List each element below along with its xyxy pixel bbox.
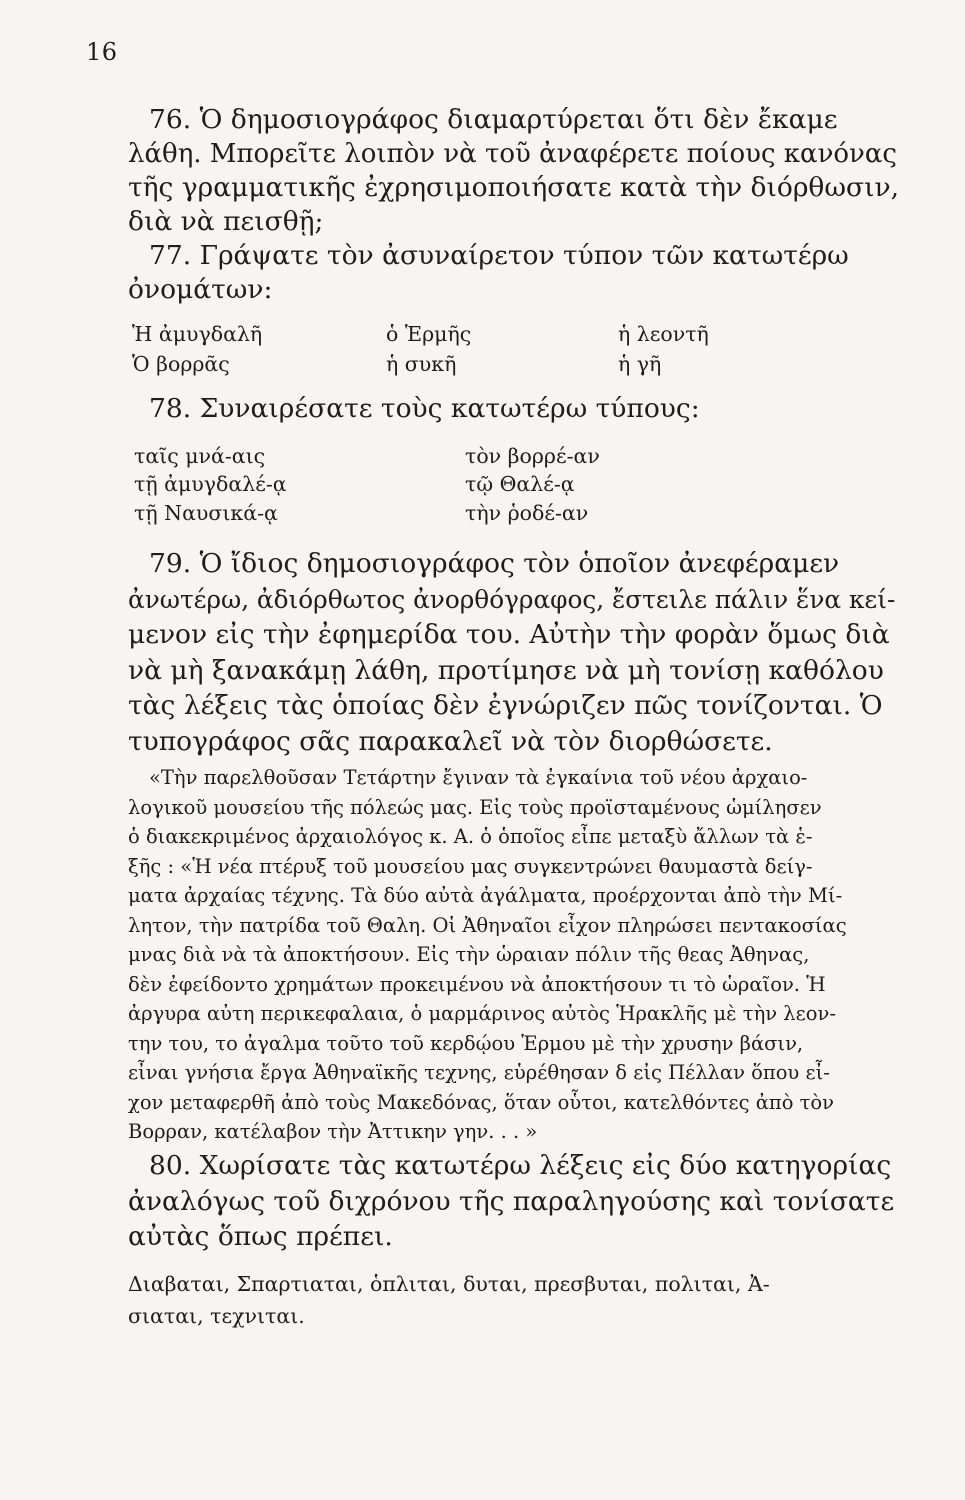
text-line: τῆς γραμματικῆς ἐχρησιμοποιήσατε κατὰ τὴν διόρθωσιν,: [128, 172, 899, 203]
quote-line: λητον, τὴν πατρίδα τοῦ Θαλη. Οἱ Ἀθηναῖοι εἶχον πληρώσει πεντακοσίας: [128, 913, 847, 937]
text-line: 78. Συναιρέσατε τοὺς κατωτέρω τύπους:: [149, 393, 700, 424]
word-line: Διαβαται, Σπαρτιαται, ὁπλιται, δυται, πρεσβυται, πολιται, Ἀ-: [128, 1272, 770, 1296]
word-cell: ἡ λεοντῆ: [618, 322, 709, 346]
text-line: νὰ μὴ ξανακάμῃ λάθη, προτίμησε νὰ μὴ τονίσῃ καθόλου: [128, 654, 884, 686]
page-number: 16: [86, 38, 118, 66]
text-line: τὰς λέξεις τὰς ὁποίας δὲν ἐγνώριζεν πῶς τονίζονται. Ὁ: [128, 690, 883, 721]
quote-line: ἀργυρα αὐτη περικεφαλαια, ὁ μαρμάρινος αὐτὸς Ἡρακλῆς μὲ τὴν λεον-: [128, 1002, 836, 1025]
text-line: ὀνομάτων:: [128, 274, 273, 305]
exercise-80-words: [128, 1268, 900, 1332]
quote-line: λογικοῦ μουσείου τῆς πόλεώς μας. Εἰς τοὺς προϊσταμένους ὡμίλησεν: [128, 795, 822, 819]
word-line: σιαται, τεχνιται.: [128, 1304, 305, 1328]
text-line: 76. Ὁ δημοσιογράφος διαμαρτύρεται ὅτι δὲν ἔκαμε: [149, 104, 838, 135]
quote-line: «Τὴν παρελθοῦσαν Τετάρτην ἔγιναν τὰ ἐγκαίνια τοῦ νέου ἀρχαιο-: [149, 766, 808, 789]
form-cell: ταῖς μνά-αις: [134, 444, 266, 468]
text-line: διὰ νὰ πεισθῇ;: [128, 206, 324, 237]
text-line: 79. Ὁ ἴδιος δημοσιογράφος τὸν ὁποῖον ἀνεφέραμεν: [149, 548, 840, 579]
exercise-79: [128, 546, 900, 759]
quote-line: εἶναι γνήσια ἔργα Ἀθηναϊκῆς τεχνης, εὑρέθησαν δ εἰς Πέλλαν ὅπου εἶ-: [128, 1061, 830, 1084]
text-line: τυπογράφος σᾶς παρακαλεῖ νὰ τὸν διορθώσετε.: [128, 725, 773, 757]
exercise-77: [128, 239, 900, 307]
word-cell: Ὁ βορρᾶς: [132, 352, 230, 376]
text-line: λάθη. Μπορεῖτε λοιπὸν νὰ τοῦ ἀναφέρετε ποίους κανόνας: [128, 139, 897, 169]
form-cell: τὴν ῥοδέ-αν: [465, 501, 589, 525]
quote-line: ξῆς : «Ἡ νέα πτέρυξ τοῦ μουσείου μας συγκεντρώνει θαυμαστὰ δείγ-: [128, 854, 813, 878]
form-cell: τὸν βορρέ-αν: [465, 444, 600, 468]
exercise-76: [128, 103, 900, 239]
word-cell: ὁ Ἑρμῆς: [386, 322, 472, 346]
text-line: ἀναλόγως τοῦ διχρόνου τῆς παραληγούσης καὶ τονίσατε: [128, 1185, 895, 1217]
word-cell: ἡ γῆ: [618, 352, 662, 376]
word-cell: Ἡ ἀμυγδαλῆ: [132, 322, 263, 346]
quote-line: ὁ διακεκριμένος ἀρχαιολόγος κ. Α. ὁ ὁποῖος εἶπε μεταξὺ ἄλλων τὰ ἑ-: [128, 825, 813, 848]
text-line: 77. Γράψατε τὸν ἀσυναίρετον τύπον τῶν κατωτέρω: [149, 240, 849, 271]
quoted-article: [128, 763, 900, 1147]
exercise-78: [128, 392, 900, 426]
quote-line: χον μεταφερθῆ ἀπὸ τοὺς Μακεδόνας, ὅταν οὗτοι, κατελθόντες ἀπὸ τὸν: [128, 1090, 835, 1114]
quote-line: μνας διὰ νὰ τὰ ἀποκτήσουν. Εἰς τὴν ὡραιαν πόλιν τῆς θεας Ἀθηνας,: [128, 943, 810, 966]
text-line: αὐτὰς ὅπως πρέπει.: [128, 1221, 393, 1252]
quote-line: την του, το ἀγαλμα τοῦτο τοῦ κερδῴου Ἑρμου μὲ τὴν χρυσην βάσιν,: [128, 1031, 804, 1055]
text-line: μενον εἰς τὴν ἐφημερίδα του. Αὐτὴν τὴν φορὰν ὅμως διὰ: [128, 619, 890, 650]
quote-line: δὲν ἐφείδοντο χρημάτων προκειμένου νὰ ἀποκτήσουν τι τὸ ὡραῖον. Ἡ: [128, 972, 826, 996]
exercise-80: [128, 1148, 900, 1255]
quote-line: ματα ἀρχαίας τέχνης. Τὰ δύο αὐτὰ ἀγάλματα, προέρχονται ἀπὸ τὴν Μί-: [128, 884, 843, 907]
word-cell: ἡ συκῆ: [386, 352, 457, 376]
form-cell: τῷ Θαλέ-ᾳ: [465, 472, 575, 496]
form-cell: τῇ Ναυσικά-ᾳ: [134, 501, 278, 525]
text-line: 80. Χωρίσατε τὰς κατωτέρω λέξεις εἰς δύο κατηγορίας: [149, 1150, 892, 1181]
quote-line: Βορραν, κατέλαβον τὴν Ἀττικην γην. . . »: [128, 1120, 538, 1143]
form-cell: τῇ ἀμυγδαλέ-ᾳ: [134, 472, 287, 496]
text-line: ἀνωτέρω, ἀδιόρθωτος ἀνορθόγραφος, ἔστειλε πάλιν ἕνα κεί-: [128, 584, 896, 614]
